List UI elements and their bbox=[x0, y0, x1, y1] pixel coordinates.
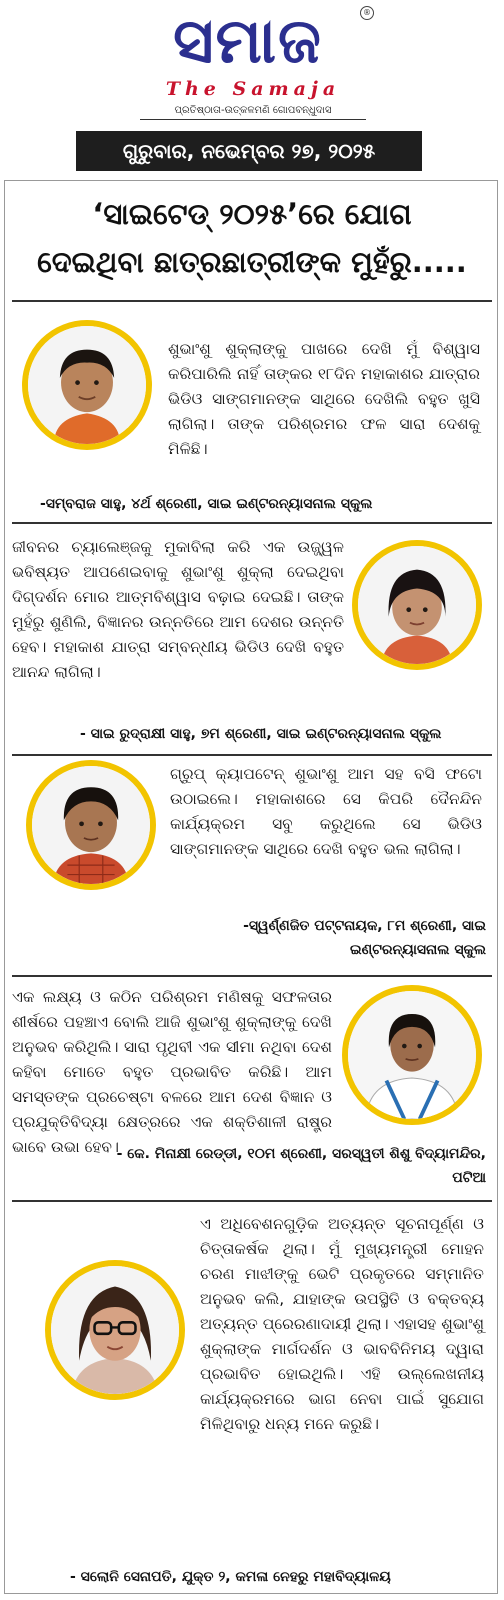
registered-mark: ® bbox=[360, 6, 374, 20]
student-byline-3 bbox=[150, 914, 486, 962]
headline-line-1: ‘ସାଇଟେଡ୍ ୨୦୨୫’ରେ ଯୋଗ bbox=[92, 197, 412, 231]
date-banner: ଗୁରୁବାର, ନଭେମ୍ବର ୨୭, ୨୦୨୫ bbox=[76, 131, 422, 171]
student-byline-2: - ସାଇ ରୁଦ୍ରାକ୍ଷୀ ସାହୁ, ୭ମ ଶ୍ରେଣୀ, ସାଇ ଇଣ୍ଟରନ୍ୟାସନାଲ ସ୍କୁଲ bbox=[80, 726, 442, 742]
divider bbox=[12, 1200, 492, 1202]
divider bbox=[12, 754, 492, 756]
divider bbox=[12, 300, 492, 302]
student-quote-1: ଶୁଭାଂଶୁ ଶୁକ୍ଲାଙ୍କୁ ପାଖରେ ଦେଖି ମୁଁ ବିଶ୍ୱାସ କରିପାରିଲି ନାହିଁ ତାଙ୍କର ୧୮ଦିନ ମହାକାଶର ଯାତ୍ରାର ଭିଡିଓ ସାଙ୍ଗମାନଙ୍କ ସାଥିରେ ଦେଖିଲି ବହୁତ ଖୁସି ଲାଗିଲା। ତାଙ୍କ ପରିଶ୍ରମର ଫଳ ସାରା ଦେଶକୁ ମିଳିଛି। bbox=[168, 340, 480, 458]
student-byline-3-line-2: ଇଣ୍ଟରନ୍ୟାସନାଲ ସ୍କୁଲ bbox=[349, 942, 486, 958]
student-byline-1: -ସମ୍ବରାଜ ସାହୁ, ୪ର୍ଥ ଶ୍ରେଣୀ, ସାଇ ଇଣ୍ଟରନ୍ୟାସନାଲ ସ୍କୁଲ bbox=[40, 496, 373, 512]
student-byline-3-line-1: -ସ୍ୱର୍ଣ୍ଣଜିତ ପଟ୍ଟନାୟକ, ୮ମ ଶ୍ରେଣୀ, ସାଇ bbox=[243, 918, 486, 934]
student-quote-4: ଏକ ଲକ୍ଷ୍ୟ ଓ କଠିନ ପରିଶ୍ରମ ମଣିଷକୁ ସଫଳତାର ଶୀର୍ଷରେ ପହଞ୍ଚାଏ ବୋଲି ଆଜି ଶୁଭାଂଶୁ ଶୁକ୍ଲାଙ୍କୁ ଦେଖି ଅନୁଭବ କରିଥିଲି। ସାରା ପୃଥିବୀ ଏକ ସୀମା ନଥିବା ଦେଶ କହିବା ମୋତେ ବହୁତ ପ୍ରଭାବିତ କରିଛି। ଆମ ସମସ୍ତଙ୍କ ପ୍ରଚେଷ୍ଟା ବଳରେ ଆମ ଦେଶ ବିଜ୍ଞାନ ଓ ପ୍ରଯୁକ୍ତିବିଦ୍ୟା କ୍ଷେତ୍ରରେ ଏକ ଶକ୍ତିଶାଳୀ ରାଷ୍ଟ୍ର ଭାବେ ଉଭା ହେବ। bbox=[12, 988, 332, 1156]
student-photo-3 bbox=[26, 760, 156, 890]
student-quote-2: ଜୀବନର ଚ୍ୟାଲେଞ୍ଜକୁ ମୁକାବିଲା କରି ଏକ ଉଜ୍ଜ୍ୱଳ ଭବିଷ୍ୟତ ଆପଣେଇବାକୁ ଶୁଭାଂଶୁ ଶୁକ୍ଲା ଦେଇଥିବା ଦିଗ୍‌ଦର୍ଶନ ମୋର ଆତ୍ମବିଶ୍ୱାସ ବଢ଼ାଇ ଦେଇଛି। ତାଙ୍କ ମୁହଁରୁ ଶୁଣିଲି, ବିଜ୍ଞାନର ଉନ୍ନତିରେ ଆମ ଦେଶର ଉନ୍ନତି ହେବ। ମହାକାଶ ଯାତ୍ରା ସମ୍ବନ୍ଧୀୟ ଭିଡିଓ ଦେଖି ବହୁତ ଆନନ୍ଦ ଲାଗିଲା। bbox=[12, 538, 344, 681]
student-byline-4 bbox=[20, 1142, 486, 1190]
student-byline-5: - ସଲୋନି ସେନାପତି, ଯୁକ୍ତ ୨, କମଳା ନେହରୁ ମହାବିଦ୍ୟାଳୟ bbox=[70, 1569, 391, 1585]
student-photo-1 bbox=[22, 320, 152, 450]
headline-line-2: ଦେଇଥିବା ଛାତ୍ରଛାତ୍ରୀଙ୍କ ମୁହଁରୁ..... bbox=[37, 245, 467, 279]
divider bbox=[12, 522, 492, 524]
student-photo-5 bbox=[45, 1260, 185, 1400]
student-quote-5: ଏ ଅଧିବେଶନଗୁଡ଼ିକ ଅତ୍ୟନ୍ତ ସୂଚନାପୂର୍ଣ୍ଣ ଓ ଚିତ୍ତାକର୍ଷକ ଥିଲା। ମୁଁ ମୁଖ୍ୟମନ୍ତ୍ରୀ ମୋହନ ଚରଣ ମାଝୀଙ୍କୁ ଭେଟି ପ୍ରକୃତରେ ସମ୍ମାନିତ ଅନୁଭବ କଲି, ଯାହାଙ୍କ ଉପସ୍ଥିତି ଓ ବକ୍ତବ୍ୟ ଅତ୍ୟନ୍ତ ପ୍ରେରଣାଦାୟୀ ଥିଲା। ଏହାସହ ଶୁଭାଂଶୁ ଶୁକ୍ଲାଙ୍କ ମାର୍ଗଦର୍ଶନ ଓ ଭାବବିନିମୟ ଦ୍ୱାରା ପ୍ରଭାବିତ ହୋଇଥିଲି। ଏହି ଉଲ୍ଲେଖନୀୟ କାର୍ଯ୍ୟକ୍ରମରେ ଭାଗ ନେବା ପାଇଁ ସୁଯୋଗ ମିଳିଥିବାରୁ ଧନ୍ୟ ମନେ କରୁଛି। bbox=[200, 1215, 484, 1433]
student-quote-3: ଗ୍ରୁପ୍ କ୍ୟାପଟେନ୍ ଶୁଭାଂଶୁ ଆମ ସହ ବସି ଫଟୋ ଉଠାଇଲେ। ମହାକାଶରେ ସେ କିପରି ଦୈନନ୍ଦିନ କାର୍ଯ୍ୟକ୍ରମ ସବୁ କରୁଥିଲେ ସେ ଭିଡିଓ ସାଙ୍ଗମାନଙ୍କ ସାଥିରେ ଦେଖି ବହୁତ ଭଲ ଲାଗିଲା। bbox=[170, 765, 482, 858]
logo-tagline: ପ୍ରତିଷ୍ଠାତା-ଉତ୍କଳମଣି ଗୋପବନ୍ଧୁଦାସ bbox=[140, 103, 366, 120]
student-byline-4-line-2: ପଟିଆ bbox=[452, 1170, 486, 1186]
student-photo-4 bbox=[342, 985, 482, 1125]
masthead bbox=[0, 0, 504, 128]
student-byline-4-line-1: - କେ. ମିନାକ୍ଷୀ ରେଡ୍ଡୀ, ୧୦ମ ଶ୍ରେଣୀ, ସରସ୍ୱତୀ ଶିଶୁ ବିଦ୍ୟାମନ୍ଦିର, bbox=[116, 1146, 486, 1162]
newspaper-logo[interactable]: ସମାଜ bbox=[173, 4, 323, 77]
newspaper-logo-english: The Samaja bbox=[165, 78, 341, 100]
headline bbox=[10, 190, 494, 286]
divider bbox=[12, 975, 492, 977]
student-photo-2 bbox=[352, 540, 482, 670]
